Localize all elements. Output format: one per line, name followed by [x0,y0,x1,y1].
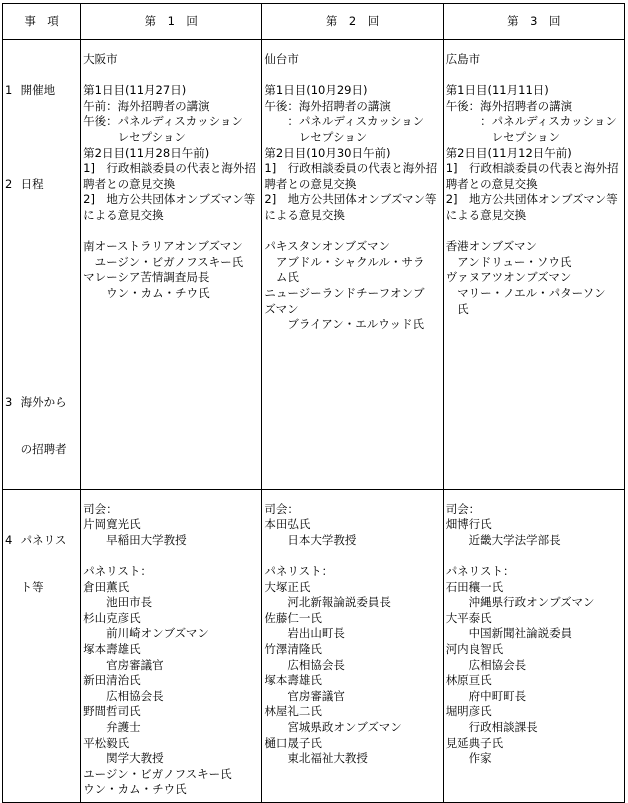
cell-line: 広相協会長 [83,688,164,703]
cell-line: 広島市 [445,52,481,66]
cell-line: ：パネルディスカッション [264,114,425,129]
cell-line: ウン・カム・チウ氏 [83,285,210,300]
cell-line: ：パネルディスカッション [445,114,617,129]
cell-line [83,68,259,84]
cell-line: 片岡寛光氏 [83,517,141,532]
cell-line: ニュージーランドチーフオンブ [264,285,425,300]
cell-line: 第2日目(11月12日午前) [445,145,572,160]
cell-line: ヴァヌアツオンブズマン [445,270,572,285]
cell-line: 畑博行氏 [445,517,492,532]
conference-table [2,3,625,803]
panelists-row [3,489,625,802]
cell-line: 沖縄県行政オンブズマン [445,595,595,610]
cell-line: 東北福祉大教授 [264,751,368,766]
cell-line: 司会： [264,501,299,516]
header-round-3: 第 3 回 [443,4,624,40]
cell-line: 午後：海外招聘者の講演 [264,98,391,113]
schedule-label: 日程 [20,176,44,191]
cell-line: 平松毅氏 [83,735,130,750]
cell-line [446,68,622,84]
round-1-panel [81,489,262,802]
cell-line [264,68,440,84]
cell-line [446,224,622,240]
cell-line: アンドリュー・ソウ氏 [445,254,572,269]
cell-line [264,224,440,240]
cell-line: 倉田薫氏 [83,579,130,594]
cell-line: 第1日目(10月29日) [264,83,368,98]
round-2-panel [262,489,443,802]
header-row [3,4,625,40]
cell-line: ユージン・ビガノフスキー氏 [83,766,232,781]
cell-line: 岩出山町長 [264,626,345,641]
cell-line: 午後：海外招聘者の講演 [445,98,573,113]
cell-line: 聘者との意見交換 [445,176,538,191]
cell-line: 官房審議官 [264,688,345,703]
cell-line: 2] 地方公共団体オンブズマン等 [83,192,256,207]
cell-line: 佐藤仁一氏 [264,610,322,625]
cell-line: 司会： [83,501,118,516]
header-round-1: 第 1 回 [81,4,262,40]
cell-line [446,548,622,564]
cell-line: パネリスト： [264,564,334,578]
cell-line: 塚本壽雄氏 [83,641,141,656]
cell-line: 林原亘氏 [445,673,492,688]
cell-line: 広相協会長 [264,657,345,672]
guests-label-1: 海外から [20,395,67,410]
cell-line: ウン・カム・チウ氏 [83,782,187,797]
cell-line: マレーシア苦情調査局長 [83,270,210,285]
cell-line: 大平泰氏 [445,610,492,625]
cell-line: 午後：パネルディスカッション [83,114,243,129]
cell-line: ブライアン・エルウッド氏 [264,317,425,332]
cell-line: レセプション [83,129,186,144]
cell-line: 塚本壽雄氏 [264,673,322,688]
venue-num: 1 [5,83,13,98]
panel-num: 4 [5,532,13,547]
cell-line: 2] 地方公共団体オンブズマン等 [445,192,618,207]
cell-line: 広相協会長 [445,657,527,672]
cell-line: 1] 行政相談委員の代表と海外招 [264,161,438,176]
cell-line: 第2日目(11月28日午前) [83,145,210,160]
round-1-details [81,40,262,490]
cell-line: 竹澤清隆氏 [264,641,322,656]
details-row [3,40,625,490]
cell-line: ズマン [264,301,299,316]
cell-line: マリー・ノエル・パターソン [445,285,606,300]
cell-line: パキスタンオンブズマン [264,239,390,254]
cell-line: ム氏 [264,270,299,285]
cell-line: 堀明彦氏 [445,704,492,719]
round-3-details [443,40,624,490]
schedule-num: 2 [5,176,13,191]
cell-line: 本田弘氏 [264,517,311,532]
cell-line: 林屋礼二氏 [264,704,322,719]
cell-line: による意見交換 [83,207,164,222]
cell-line: 樋口晟子氏 [264,735,322,750]
cell-line: 官房審議官 [83,657,164,672]
cell-line: 杉山克彦氏 [83,610,141,625]
cell-line: 行政相談課長 [445,719,538,734]
cell-line: 第1日目(11月27日) [83,83,187,98]
cell-line [83,548,259,564]
cell-line: レセプション [445,129,560,144]
cell-line: 南オーストラリアオンブズマン [83,239,243,254]
panel-label-2: ト等 [20,579,44,594]
venue-label: 開催地 [20,83,56,98]
cell-line: 前川崎オンブズマン [83,626,209,641]
cell-line: 近畿大学法学部長 [445,532,561,547]
cell-line: 作家 [445,751,492,766]
cell-line: 1] 行政相談委員の代表と海外招 [83,161,256,176]
header-item: 事 項 [3,4,81,40]
cell-line: 新田清治氏 [83,673,141,688]
cell-line: 聘者との意見交換 [264,176,357,191]
row-labels [3,40,81,490]
guests-label-2: の招聘者 [20,441,67,456]
cell-line: 氏 [445,301,469,316]
cell-line: 午前：海外招聘者の講演 [83,98,210,113]
cell-line: 2] 地方公共団体オンブズマン等 [264,192,437,207]
cell-line: による意見交換 [445,207,527,222]
panel-label-1: パネリス [20,532,67,547]
cell-line [264,548,440,564]
cell-line: 早稲田大学教授 [83,532,187,547]
cell-line: 第1日目(11月11日) [445,83,549,98]
cell-line: 1] 行政相談委員の代表と海外招 [445,161,619,176]
panel-label [3,489,81,802]
cell-line: 見延典子氏 [445,735,504,750]
cell-line: 香港オンブズマン [445,239,537,254]
cell-line: 池田市長 [83,595,153,610]
cell-line: 宮城県政オンブズマン [264,719,402,734]
cell-line: 府中町町長 [445,688,527,703]
cell-line: レセプション [264,129,368,144]
cell-line: 日本大学教授 [264,532,357,547]
header-round-2: 第 2 回 [262,4,443,40]
cell-line: 中国新聞社論説委員 [445,626,573,641]
cell-line: 河内良智氏 [445,641,504,656]
cell-line: 野間哲司氏 [83,704,141,719]
cell-line: による意見交換 [264,207,345,222]
cell-line: アブドル・シャクルル・サラ [264,254,425,269]
cell-line [83,224,259,240]
cell-line: 弁護士 [83,719,141,734]
cell-line: 第2日目(10月30日午前) [264,145,391,160]
cell-line: パネリスト： [83,564,152,578]
cell-line: 聘者との意見交換 [83,176,176,191]
cell-line: 関学大教授 [83,751,164,766]
cell-line: 仙台市 [264,52,299,66]
cell-line: パネリスト： [445,564,515,578]
cell-line: ユージン・ビガノフスキー氏 [83,254,244,269]
guests-num: 3 [5,395,13,410]
cell-line: 石田穰一氏 [445,579,504,594]
cell-line: 河北新報論説委員長 [264,595,391,610]
cell-line: 大阪市 [83,52,118,66]
round-3-panel [443,489,624,802]
round-2-details [262,40,443,490]
cell-line: 大塚正氏 [264,579,311,594]
cell-line: 司会： [445,501,481,516]
